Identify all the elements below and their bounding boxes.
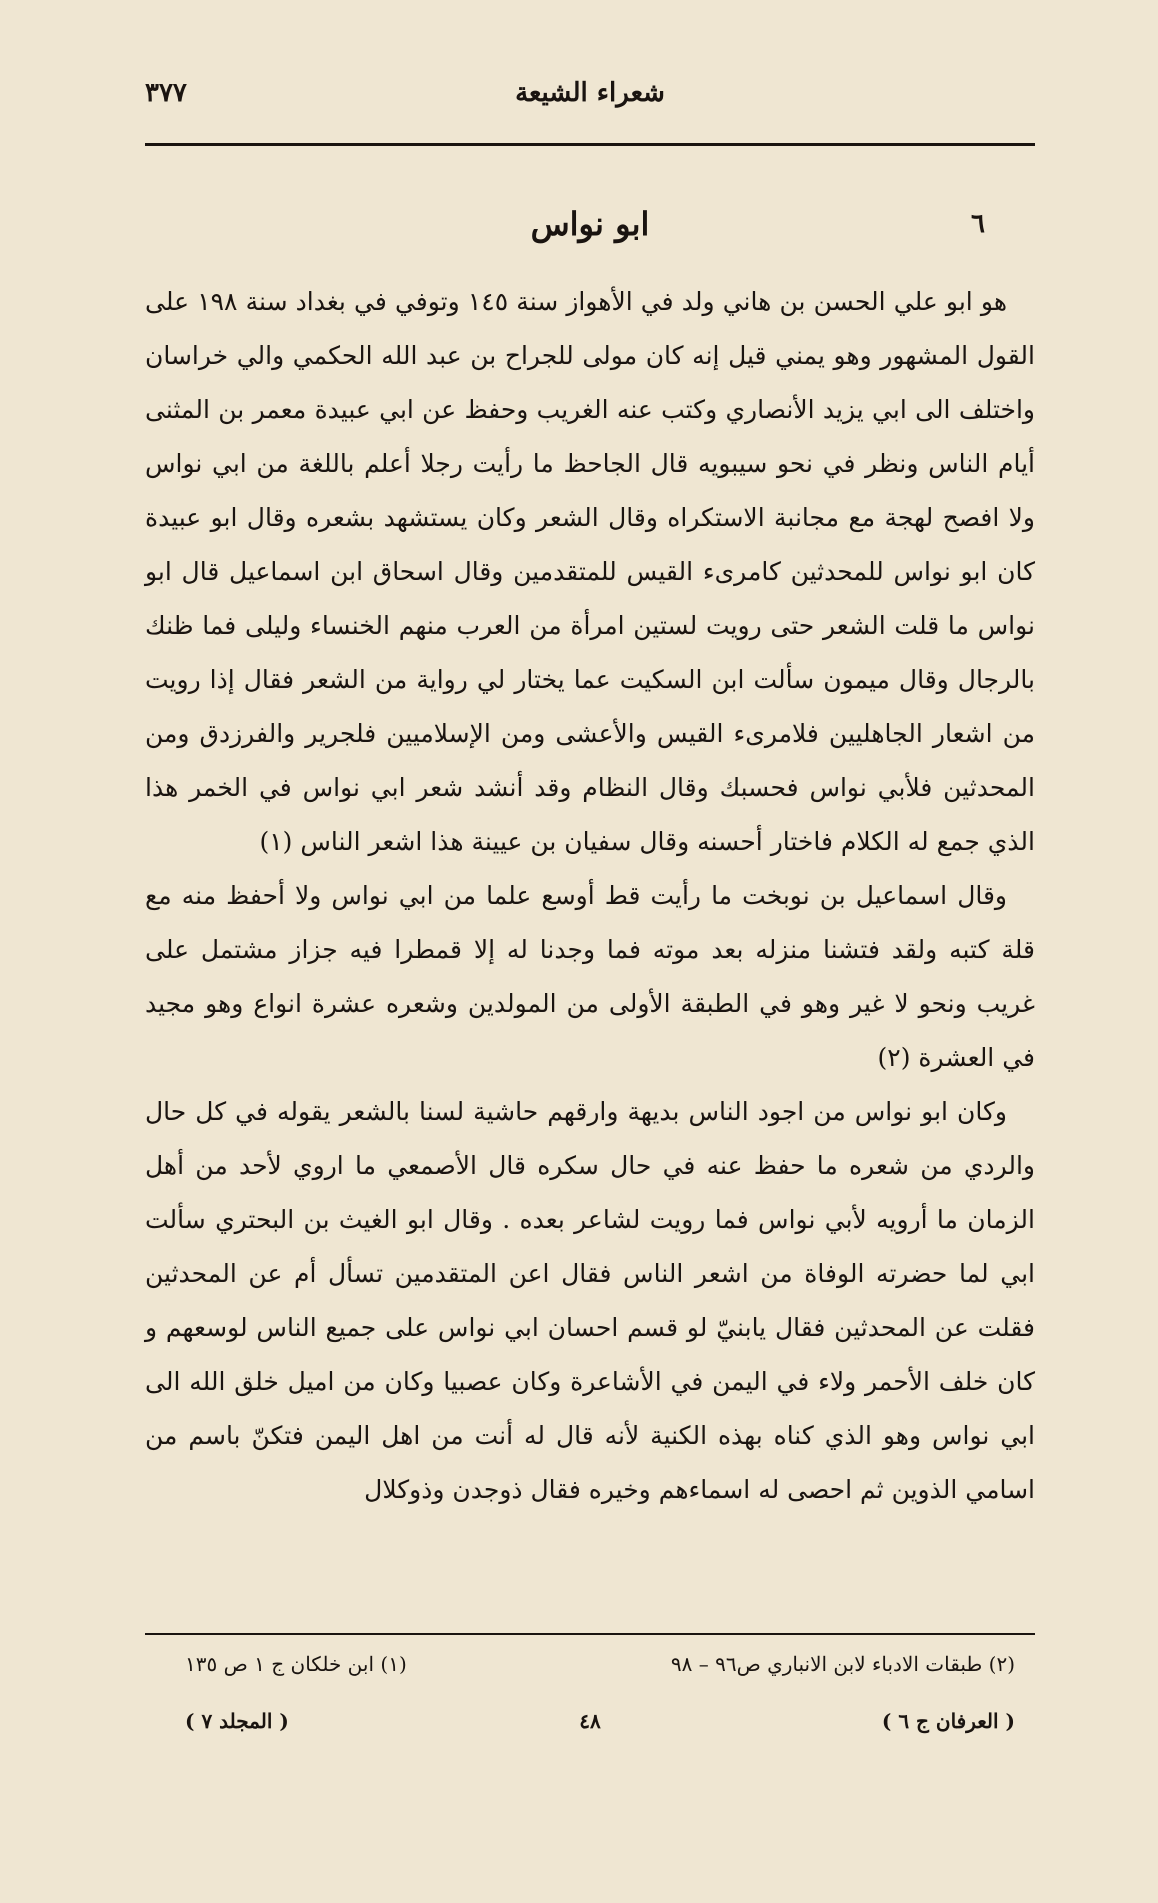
header-rule bbox=[145, 143, 1035, 146]
signature-line bbox=[145, 1705, 1035, 1745]
running-title: شعراء الشيعة bbox=[515, 78, 665, 108]
paragraph-1: هو ابو علي الحسن بن هاني ولد في الأهواز سنة ١٤٥ وتوفي في بغداد سنة ١٩٨ على القول المشهور وهو يمني قيل إنه كان مولى للجراح بن عبد الله الحكمي والي خراسان واختلف الى ابي يزيد الأنصاري وكتب عنه الغريب وحفظ عن ابي عبيدة معمر بن المثنى أيام الناس ونظر في نحو سيبويه قال الجاحظ ما رأيت رجلا أعلم باللغة من ابي نواس ولا افصح لهجة مع مجانبة الاستكراه وقال الشعر وكان يستشهد بشعره وقال ابو عبيدة كان ابو نواس للمحدثين كامرىء القيس للمتقدمين وقال اسحاق ابن اسماعيل قال ابو نواس ما قلت الشعر حتى رويت لستين امرأة من العرب منهم الخنساء وليلى فما ظنك بالرجال وقال ميمون سألت ابن السكيت عما يختار لي رواية من الشعر فقال إذا رويت من اشعار الجاهليين فلامرىء القيس والأعشى ومن الإسلاميين فلجرير والفرزدق ومن المحدثين فلأبي نواس فحسبك وقال النظام وقد أنشد شعر ابي نواس في الخمر هذا الذي جمع له الكلام فاختار أحسنه وقال سفيان بن عيينة هذا اشعر الناس (١) bbox=[145, 287, 1035, 856]
footnote-2: (٢) طبقات الادباء لابن الانباري ص٩٦ – ٩٨ bbox=[670, 1652, 1015, 1676]
page-header bbox=[145, 70, 1035, 130]
journal-signature: ( العرفان ج ٦ ) bbox=[881, 1709, 1015, 1733]
signature-number: ٤٨ bbox=[579, 1709, 601, 1733]
section-title: ابو نواس bbox=[530, 205, 650, 243]
paragraph-3: وكان ابو نواس من اجود الناس بديهة وارقهم حاشية لسنا بالشعر يقوله في كل حال والردي من شعره ما حفظ عنه في حال سكره قال الأصمعي ما اروي لأحد من أهل الزمان ما أرويه لأبي نواس فما رويت لشاعر بعده . وقال ابو الغيث بن البحتري سألت ابي لما حضرته الوفاة من اشعر الناس فقال اعن المتقدمين تسأل أم عن المحدثين فقلت عن المحدثين فقال يابنيّ لو قسم احسان ابي نواس على جميع الناس لوسعهم و كان خلف الأحمر ولاء في اليمن في الأشاعرة وكان عصبيا وكان من اميل خلق الله الى ابي نواس وهو الذي كناه بهذه الكنية لأنه قال له أنت من اهل اليمن فتكنّ باسم من اسامي الذوين ثم احصى له اسماءهم وخيره فقال ذوجدن وذوكلال bbox=[145, 1097, 1035, 1504]
footnotes bbox=[145, 1648, 1035, 1688]
article-body bbox=[145, 275, 1035, 1517]
volume-label: ( المجلد ٧ ) bbox=[185, 1709, 289, 1733]
section-heading bbox=[145, 205, 1035, 255]
page-number: ٣٧٧ bbox=[145, 78, 187, 108]
paragraph-2: وقال اسماعيل بن نوبخت ما رأيت قط أوسع علما من ابي نواس ولا أحفظ منه مع قلة كتبه ولقد فتشنا منزله بعد موته فما وجدنا له إلا قمطرا فيه جزاز مشتمل على غريب ونحو لا غير وهو في الطبقة الأولى من المولدين وشعره عشرة انواع وهو مجيد في العشرة (٢) bbox=[145, 881, 1035, 1072]
section-number: ٦ bbox=[971, 209, 985, 239]
footnote-1: (١) ابن خلكان ج ١ ص ١٣٥ bbox=[185, 1652, 407, 1676]
footnote-rule bbox=[145, 1633, 1035, 1635]
